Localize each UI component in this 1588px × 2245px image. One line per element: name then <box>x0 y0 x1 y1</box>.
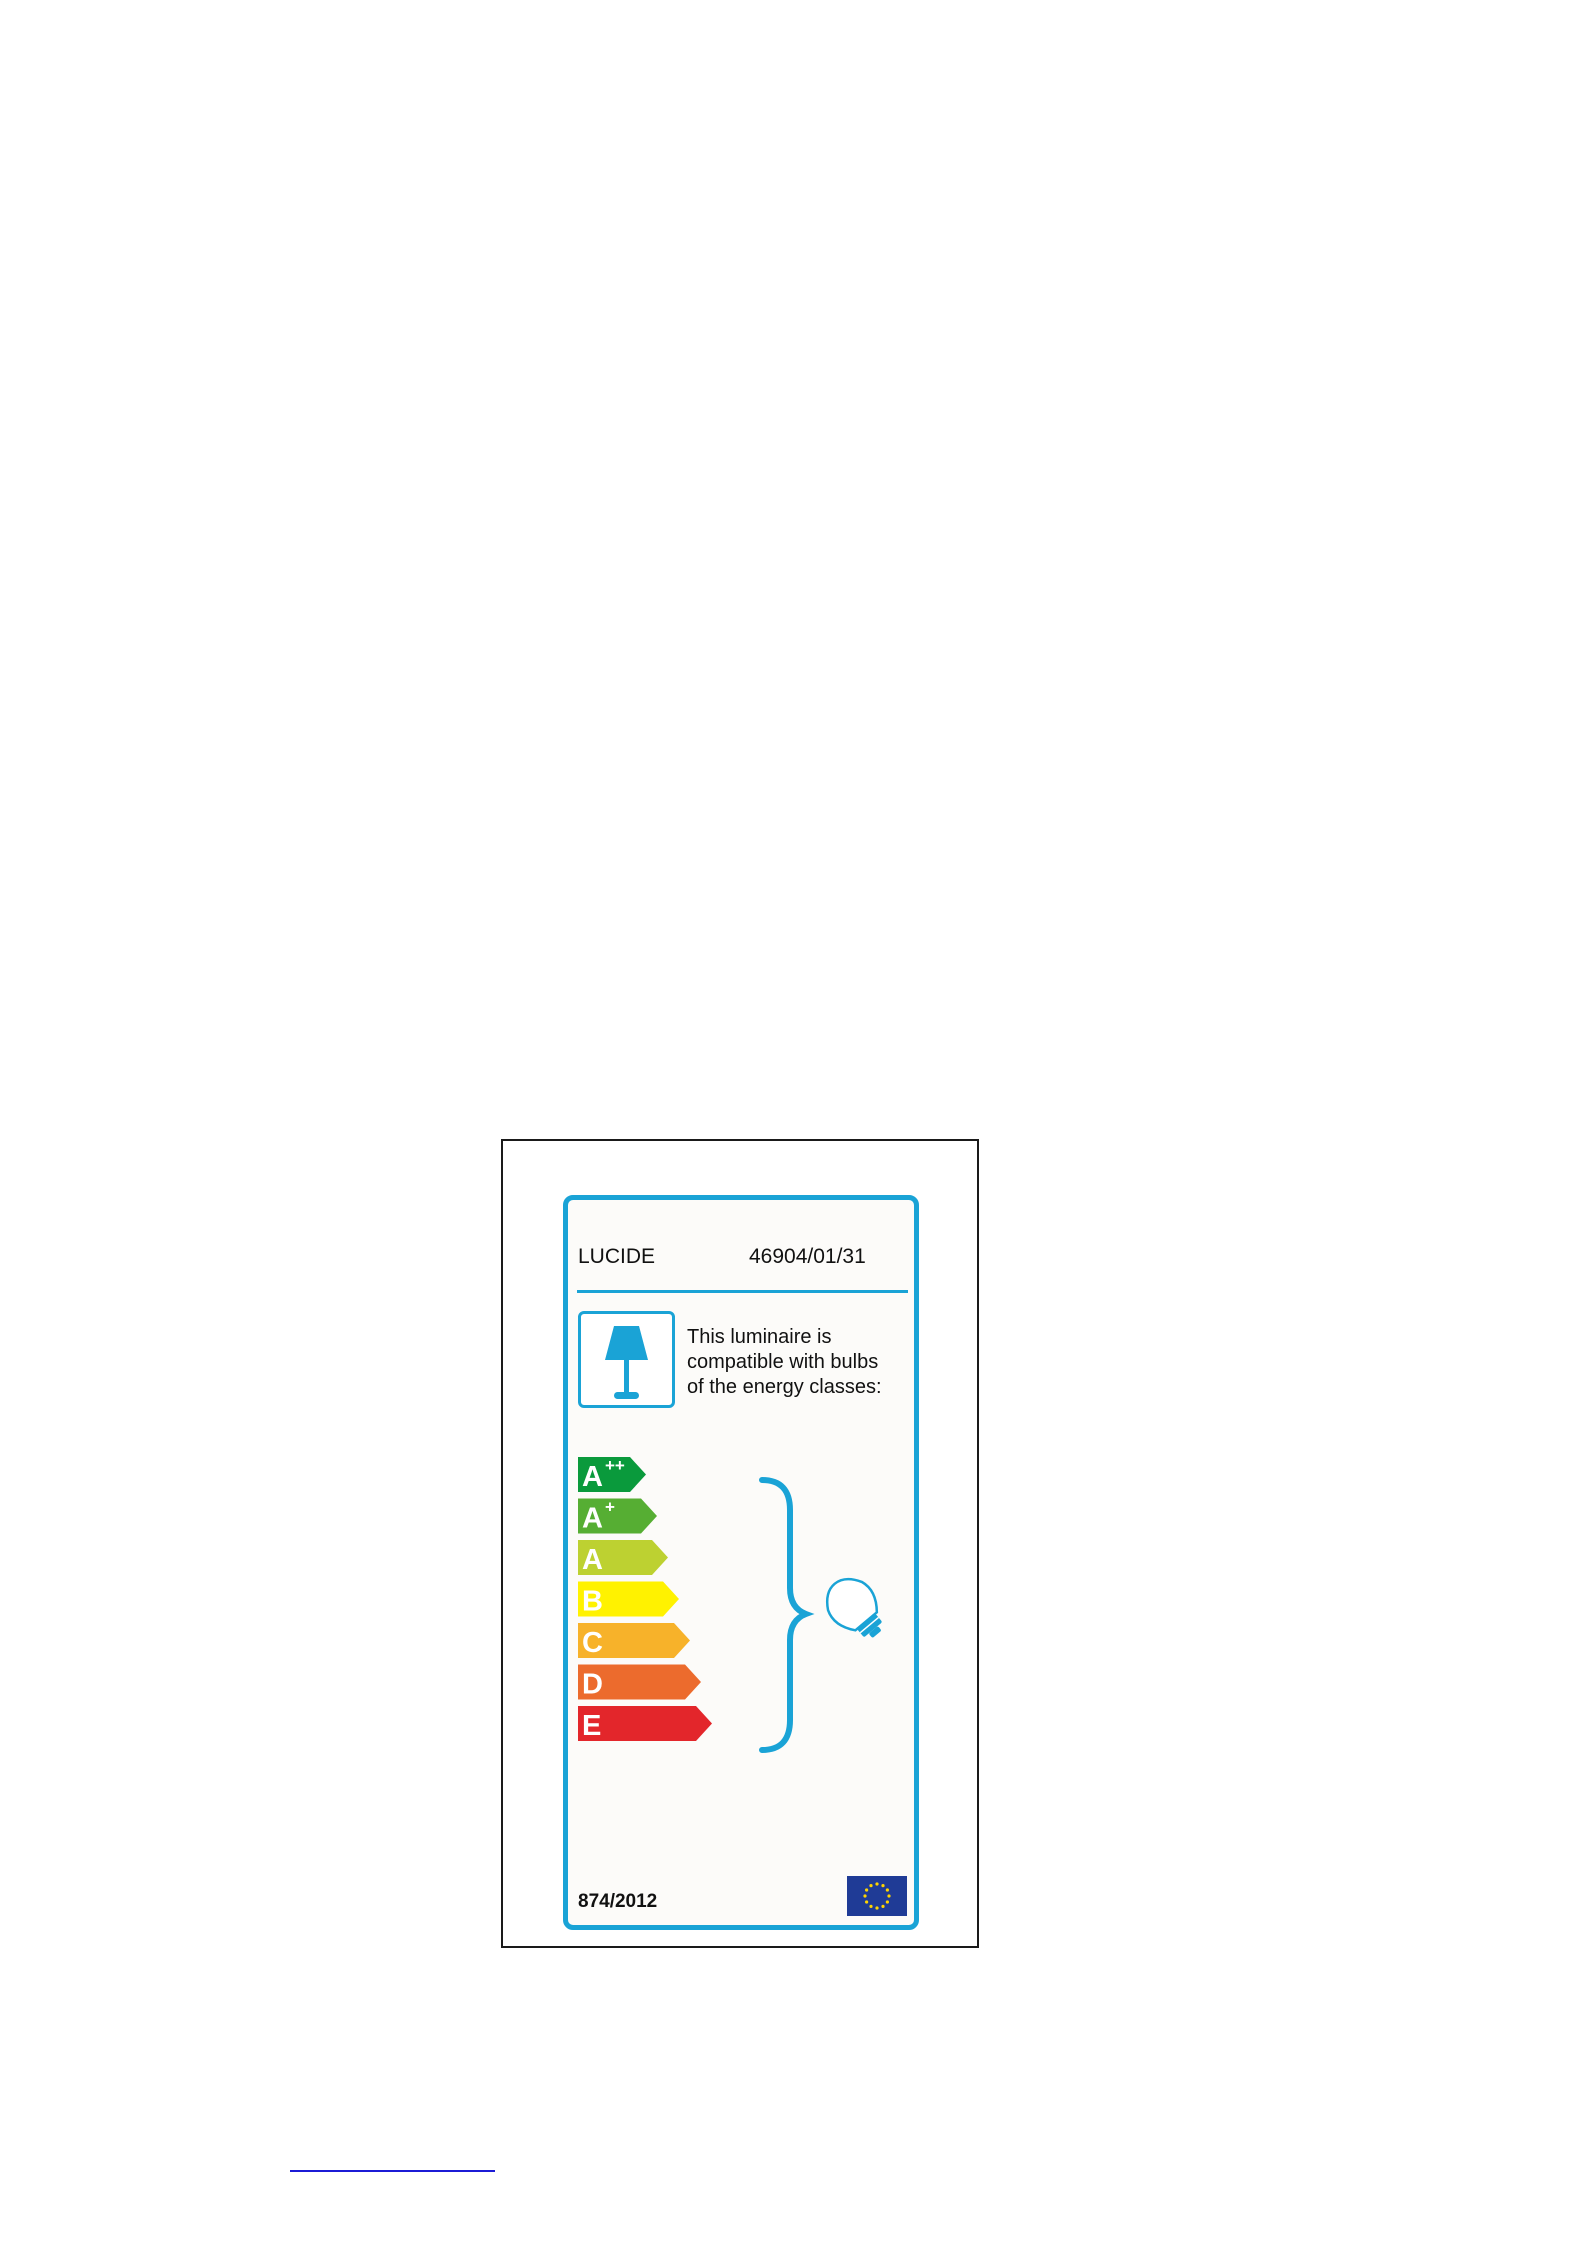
energy-class-letter: A <box>582 1461 603 1493</box>
eu-star <box>881 1884 884 1887</box>
energy-class-superscript: + <box>605 1497 615 1517</box>
eu-star <box>881 1905 884 1908</box>
energy-class-a-plus-plus <box>578 1456 646 1493</box>
energy-class-c <box>578 1623 690 1659</box>
energy-class-letter: D <box>582 1668 603 1701</box>
energy-class-letter: A <box>582 1502 603 1535</box>
footer-link[interactable] <box>290 2148 495 2172</box>
energy-class-letter: A <box>582 1544 603 1576</box>
energy-class-letter: B <box>582 1585 603 1618</box>
brand-name: LUCIDE <box>578 1245 656 1268</box>
energy-class-a-plus <box>578 1498 657 1535</box>
eu-star <box>869 1905 872 1908</box>
eu-star <box>875 1906 878 1909</box>
eu-flag-icon <box>847 1876 907 1921</box>
energy-class-letter: C <box>582 1627 603 1659</box>
model-number: 46904/01/31 <box>749 1245 866 1268</box>
energy-class-letter: E <box>582 1710 602 1742</box>
brace-icon <box>762 1480 806 1750</box>
bulb-icon <box>816 1568 895 1649</box>
energy-class-b <box>578 1582 679 1618</box>
eu-star <box>887 1894 890 1897</box>
eu-star <box>865 1888 868 1891</box>
eu-star <box>869 1884 872 1887</box>
eu-star <box>886 1900 889 1903</box>
regulation-number: 874/2012 <box>578 1891 658 1912</box>
energy-class-a <box>578 1540 668 1576</box>
eu-star <box>875 1882 878 1885</box>
compat-line-1: This luminaire is <box>687 1326 832 1348</box>
energy-class-e <box>578 1706 712 1742</box>
eu-star <box>863 1894 866 1897</box>
compat-line-2: compatible with bulbs <box>687 1351 879 1373</box>
compat-line-3: of the energy classes: <box>687 1376 882 1398</box>
energy-class-d <box>578 1665 701 1701</box>
eu-star <box>865 1900 868 1903</box>
eu-star <box>886 1888 889 1891</box>
energy-class-superscript: ++ <box>605 1456 625 1475</box>
